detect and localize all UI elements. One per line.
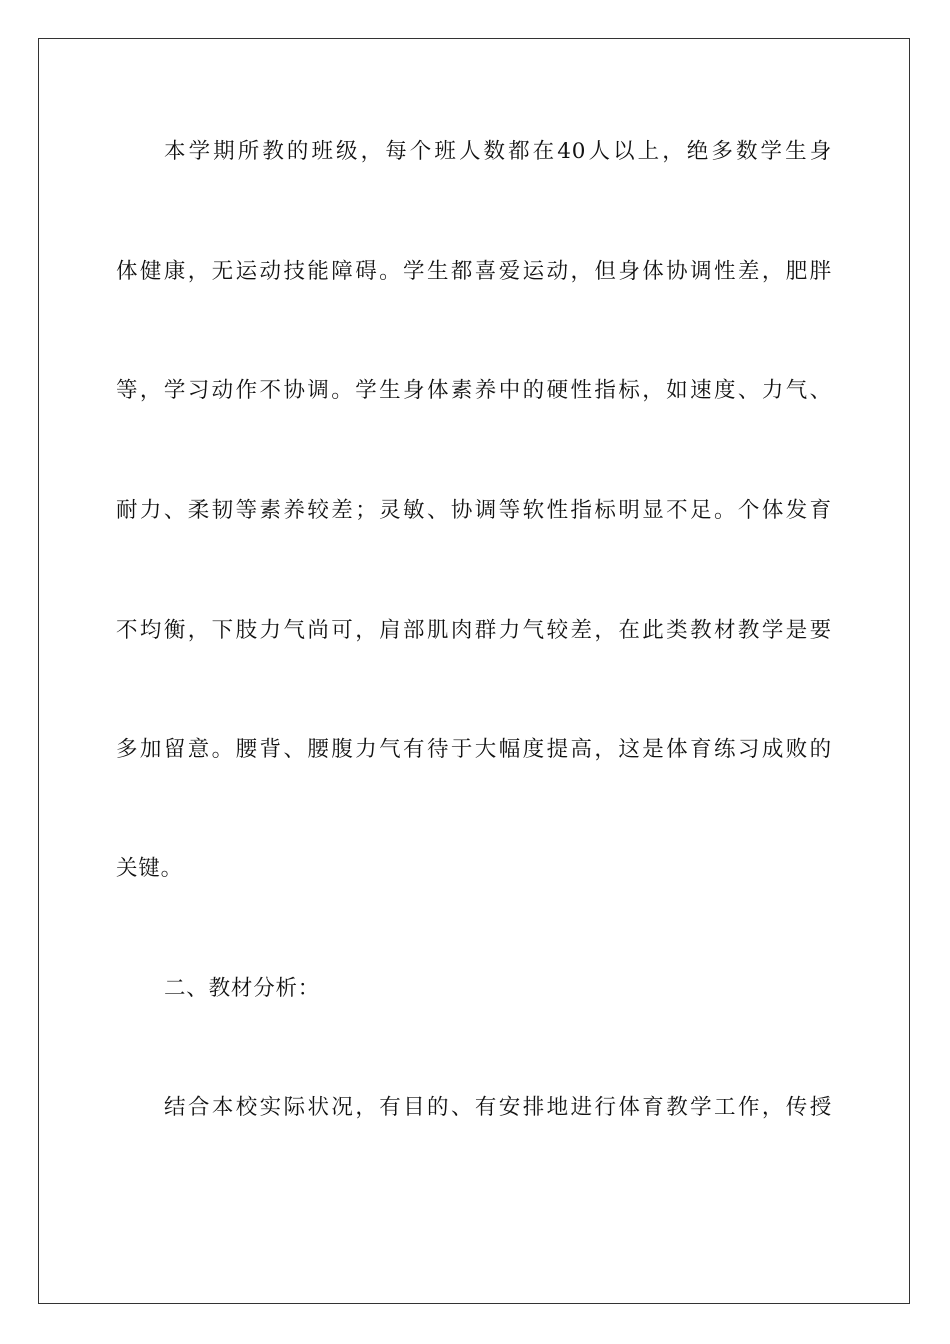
section-heading: 二、教材分析： <box>164 976 321 1001</box>
paragraph-line: 体健康，无运动技能障碍。学生都喜爱运动，但身体协调性差，肥胖 <box>116 259 832 284</box>
paragraph-line: 结合本校实际状况，有目的、有安排地进行体育教学工作，传授 <box>164 1095 832 1120</box>
paragraph-line: 不均衡，下肢力气尚可，肩部肌肉群力气较差，在此类教材教学是要 <box>116 618 832 643</box>
paragraph-line: 关键。 <box>116 856 183 881</box>
paragraph-line: 耐力、柔韧等素养较差；灵敏、协调等软性指标明显不足。个体发育 <box>116 498 832 523</box>
paragraph-line: 本学期所教的班级，每个班人数都在40人以上，绝多数学生身 <box>164 139 832 164</box>
paragraph-line: 等，学习动作不协调。学生身体素养中的硬性指标，如速度、力气、 <box>116 378 832 403</box>
paragraph-line: 多加留意。腰背、腰腹力气有待于大幅度提高，这是体育练习成败的 <box>116 737 832 762</box>
